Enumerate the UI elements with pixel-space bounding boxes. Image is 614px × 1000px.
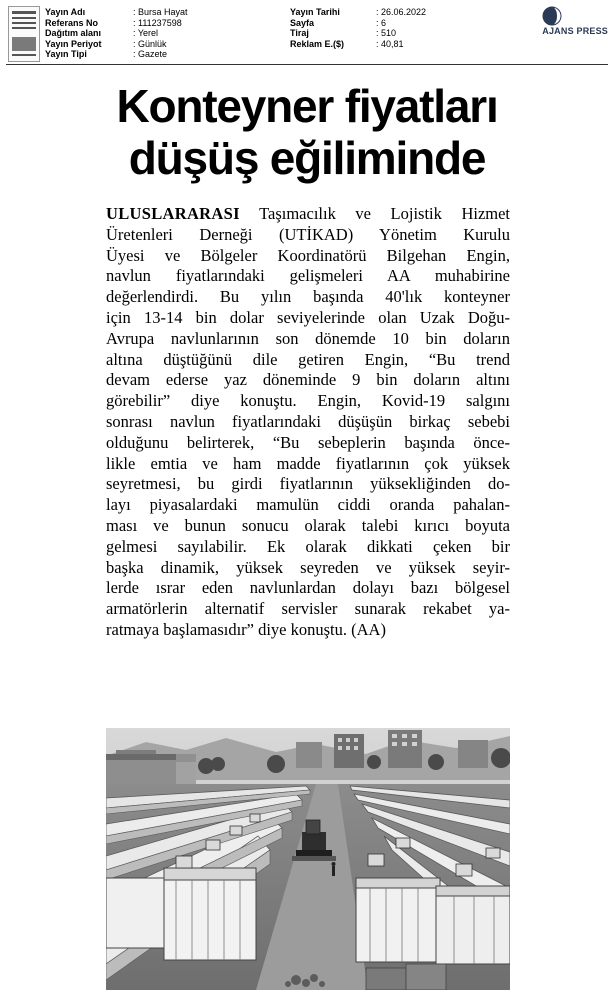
- meta-row-date: Yayın Tarihi : 26.06.2022: [290, 7, 427, 17]
- meta-row-period: Yayın Periyot : Günlük: [45, 38, 167, 49]
- headline-line-2: düşüş eğiliminde: [128, 132, 486, 184]
- article-line-21: ratmaya başlamasıdır” diye konuştu. (AA): [106, 619, 386, 639]
- article-line-14: seyretmesi, bu girdi fiyatlarının yüksekliğinden do-: [106, 474, 510, 494]
- article-line-15: layı piyasalardaki mamulün ciddi oranda pahalan-: [106, 495, 510, 515]
- meta-row-circulation: Tiraj : 510: [290, 28, 397, 39]
- page-thumbnail[interactable]: [8, 6, 40, 62]
- article-line-18: başka dinamik, yüksek seyreden ve yüksek seyir-: [106, 557, 510, 577]
- container-city-photo: [106, 728, 510, 990]
- article-line-7: Avrupa navlunlarının son dönemde 10 bin doların: [106, 328, 510, 348]
- article-line-12: olduğunu belirterek, “Bu sebeplerin başında önce-: [106, 432, 510, 452]
- article-kicker: ULUSLARARASI: [106, 204, 240, 223]
- publication-meta-right: [290, 7, 426, 49]
- article-line-11: sonrası navlun fiyatlarındaki düşüşün birkaç sebebi: [106, 411, 510, 431]
- article-line-6: için 13-14 bin dolar seviyelerinde olan Uzak Doğu-: [106, 307, 510, 327]
- headline-line-1: Konteyner fiyatları: [116, 80, 498, 132]
- article-line-19: lerde ısrar eden navlunlardan dolayı bazı bölgesel: [106, 578, 510, 598]
- article-headline: [90, 80, 524, 184]
- article-photo[interactable]: [106, 728, 510, 990]
- meta-row-distribution: Dağıtım alanı : Yerel: [45, 28, 159, 39]
- article-line-2: Üretenleri Derneği (UTİKAD) Yönetim Kurulu: [106, 224, 510, 244]
- article-line-4: navlun fiyatlarındaki gelişmeleri AA muhabirine: [106, 266, 510, 286]
- article-body: [106, 204, 510, 641]
- ajans-press-globe-icon: [542, 6, 562, 26]
- ajans-press-wordmark: AJANS PRESS: [542, 26, 608, 36]
- article-line-9: devam ederse yaz döneminde 9 bin doların altını: [106, 370, 510, 390]
- article-line-5: değerlendirdi. Bu yılın başında 40'lık konteyner: [106, 287, 510, 307]
- header-divider: [6, 64, 608, 65]
- meta-row-type: Yayın Tipi : Gazete: [45, 49, 168, 60]
- article-line-20: armatörlerin alternatif servisler sunarak rekabet ya-: [106, 599, 510, 619]
- meta-row-publication-name: Yayın Adı : Bursa Hayat: [45, 7, 188, 17]
- article-line-1: ULUSLARARASI Taşımacılık ve Lojistik Hizmet: [106, 204, 510, 223]
- meta-row-page: Sayfa : 6: [290, 17, 387, 28]
- publication-meta-left: [45, 7, 188, 60]
- article-line-16: ması ve bunun sonucu olarak talebi kırıcı boyuta: [106, 515, 510, 535]
- meta-row-reference-no: Referans No : 111237598: [45, 17, 182, 28]
- article-line-17: gelmesi sayılabilir. Ek olarak dikkati çeken bir: [106, 536, 510, 556]
- article-line-10: görebilir” diye konuştu. Engin, Kovid-19 salgını: [106, 391, 510, 411]
- article-line-8: altına düştüğünü dile getiren Engin, “Bu trend: [106, 349, 510, 369]
- article-line-13: likle emtia ve ham madde fiyatlarının çok yüksek: [106, 453, 510, 473]
- clipping-header: [0, 0, 614, 64]
- ajans-press-logo[interactable]: [532, 6, 608, 36]
- meta-row-ad-equivalent: Reklam E.($) : 40,81: [290, 38, 404, 49]
- article-line-3: Üyesi ve Bölgeler Koordinatörü Bilgehan Engin,: [106, 245, 510, 265]
